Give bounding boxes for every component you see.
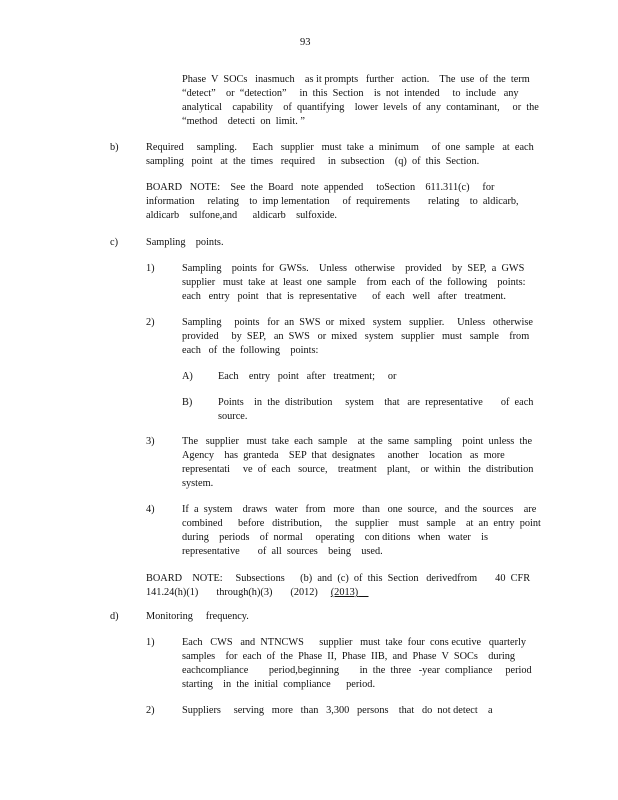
intro-line: “detect” or “detection” in this Section is not intended to include any [182,88,519,99]
item-line: system. [182,478,214,489]
page-number: 93 [300,37,311,48]
item-line: If a system draws water from more than one source, and the sources are [182,504,537,515]
section-c-title: Sampling points. [146,237,224,248]
item-line: during periods of normal operating con ditions when water is [182,532,488,543]
item-line: provided by SEP, an SWS or mixed system supplier must sample from [182,331,530,342]
subitem-line: Points in the distribution system that are representative of each [218,397,534,408]
item-line: eachcompliance period,beginning in the three -year compliance period [182,665,532,676]
section-b-line: sampling point at the times required in subsection (q) of this Section. [146,156,480,167]
item-number: 4) [146,504,155,515]
subitem-label: B) [182,397,193,408]
intro-line: Phase V SOCs inasmuch as it prompts further action. The use of the term [182,74,530,85]
inserted-year-underline-tail [358,587,368,598]
intro-line: “method detecti on limit. ” [182,116,305,127]
item-line: representative of all sources being used. [182,546,383,557]
item-line: Suppliers serving more than 3,300 persons that do not detect a [182,705,493,716]
item-line: Agency has granteda SEP that designates another location as more [182,450,505,461]
item-line: starting in the initial compliance period. [182,679,376,690]
board-note-c-line: BOARD NOTE: Subsections (b) and (c) of this Section derivedfrom 40 CFR [146,573,531,584]
item-line: supplier must take at least one sample from each of the following points: [182,277,526,288]
item-line: combined before distribution, the supplier must sample at an entry point [182,518,541,529]
subitem-label: A) [182,371,193,382]
subitem-line: source. [218,411,248,422]
item-line: representati ve of each source, treatment plant, or within the distribution [182,464,534,475]
section-b-line: Required sampling. Each supplier must take a minimum of one sample at each [146,142,534,153]
item-line: Sampling points for GWSs. Unless otherwise provided by SEP, a GWS [182,263,525,274]
board-note-b-line: information relating to imp lementation of requirements relating to aldicarb, [146,196,519,207]
item-line: Each CWS and NTNCWS supplier must take four cons ecutive quarterly [182,637,527,648]
item-line: Sampling points for an SWS or mixed system supplier. Unless otherwise [182,317,533,328]
board-note-c-line [146,586,369,600]
item-line: each of the following points: [182,345,319,356]
section-b-label: b) [110,142,119,153]
section-c-label: c) [110,237,118,248]
item-number: 1) [146,637,155,648]
item-number: 2) [146,705,155,716]
inserted-year: (2013) [330,587,359,598]
board-note-c-text: 141.24(h)(1) through(h)(3) (2012) [146,587,331,598]
item-number: 1) [146,263,155,274]
item-number: 3) [146,436,155,447]
item-line: samples for each of the Phase II, Phase IIB, and Phase V SOCs during [182,651,516,662]
board-note-b-line: aldicarb sulfone,and aldicarb sulfoxide. [146,210,338,221]
intro-line: analytical capability of quantifying lower levels of any contaminant, or the [182,102,539,113]
item-line: each entry point that is representative of each well after treatment. [182,291,506,302]
item-line: The supplier must take each sample at the same sampling point unless the [182,436,533,447]
board-note-b-line: BOARD NOTE: See the Board note appended toSection 611.311(c) for [146,182,495,193]
section-d-title: Monitoring frequency. [146,611,249,622]
section-d-label: d) [110,611,119,622]
item-number: 2) [146,317,155,328]
subitem-line: Each entry point after treatment; or [218,371,397,382]
